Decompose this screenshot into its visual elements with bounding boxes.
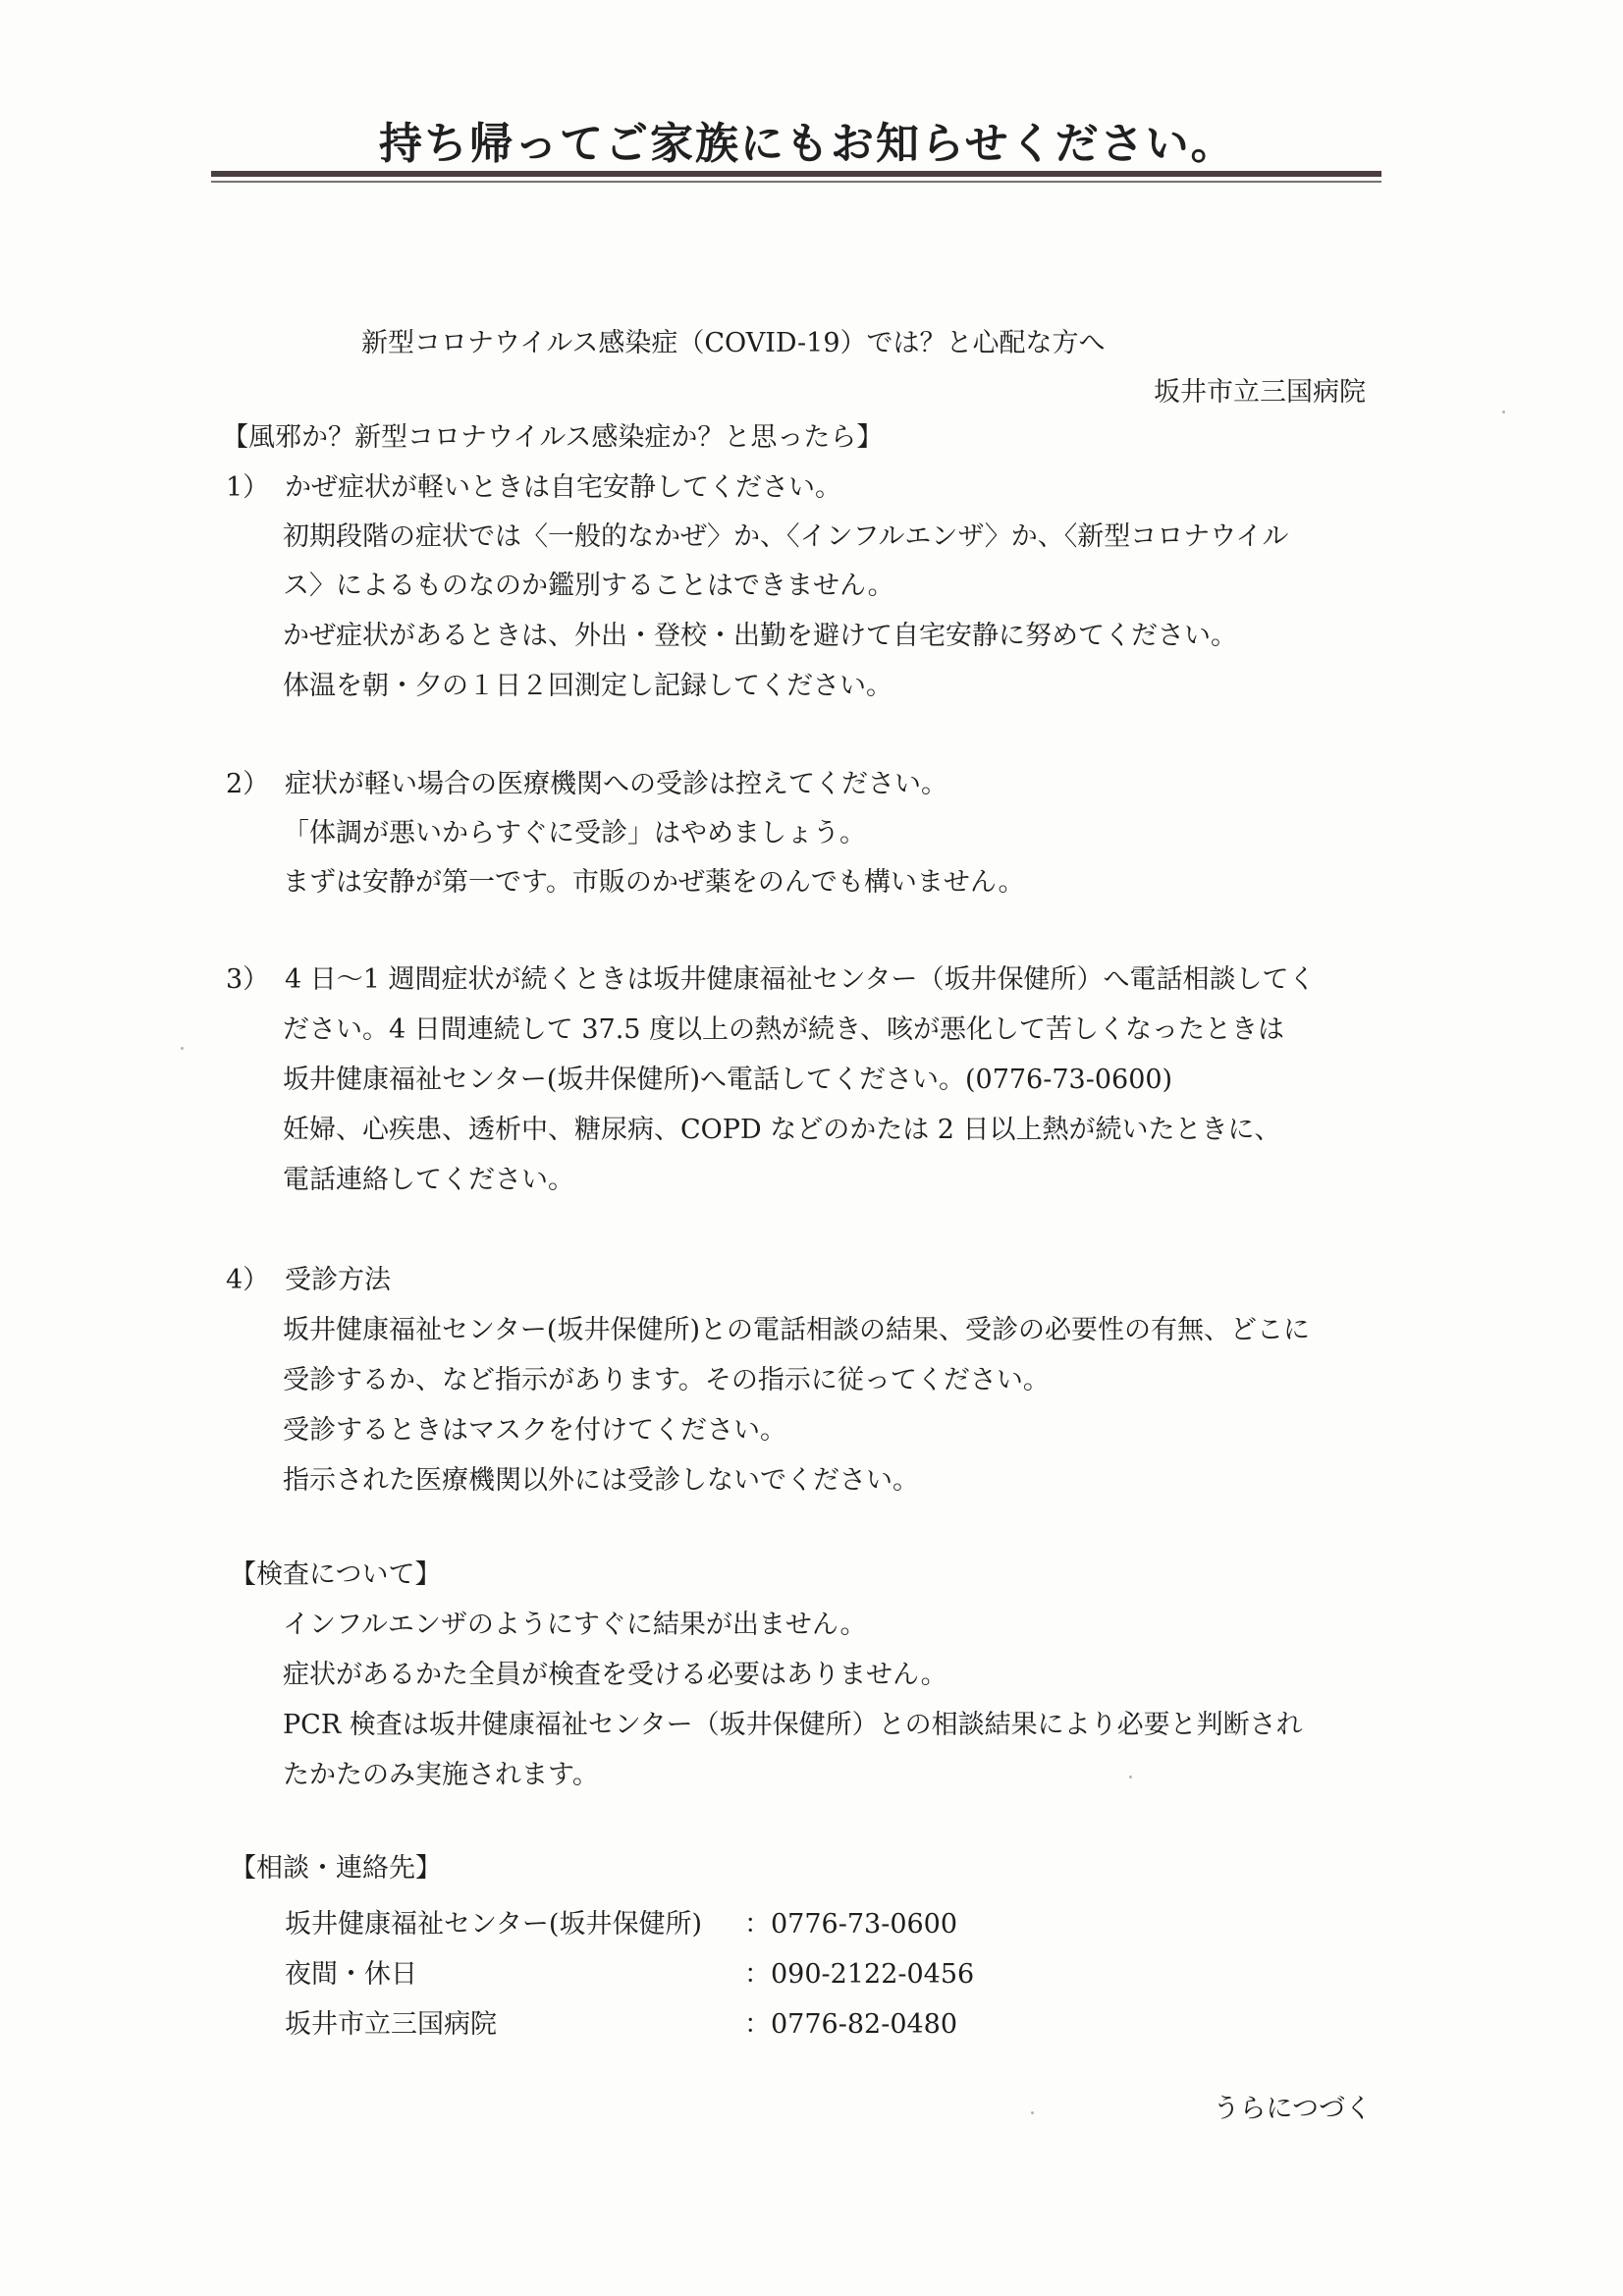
- section-3-line: ださい。4 日間連続して 37.5 度以上の熱が続き、咳が悪化して苦しくなったときは: [283, 1014, 1284, 1045]
- continued-note: うらにつづく: [1213, 2094, 1372, 2124]
- section-number: 3）: [226, 964, 270, 995]
- testing-line: PCR 検査は坂井健康福祉センター（坂井保健所）との相談結果により必要と判断され: [283, 1710, 1303, 1740]
- testing-line: 症状があるかた全員が検査を受ける必要はありません。: [283, 1660, 947, 1690]
- section-1-line: ス〉によるものなのか鑑別することはできません。: [283, 571, 894, 601]
- section-3-title: [226, 962, 1315, 998]
- contact-label: 夜間・休日: [285, 1959, 417, 1990]
- contact-row: [285, 1902, 958, 1941]
- section-number: 1）: [226, 472, 270, 503]
- testing-line: たかたのみ実施されます。: [283, 1760, 599, 1790]
- contact-phone: ：090-2122-0456: [744, 1959, 975, 1990]
- section-4-line: 受診するか、など指示があります。その指示に従ってください。: [283, 1365, 1050, 1395]
- scan-speck: [1031, 2111, 1034, 2114]
- section-1-line: 初期段階の症状では〈一般的なかぜ〉か、〈インフルエンザ〉か、〈新型コロナウイル: [283, 521, 1289, 552]
- contact-row: [285, 2002, 958, 2041]
- section-title-text: 受診方法: [285, 1265, 391, 1295]
- section-number: 2）: [226, 769, 270, 799]
- banner-underline-thin: [211, 181, 1381, 183]
- testing-heading: 【検査について】: [230, 1559, 442, 1590]
- testing-line: インフルエンザのようにすぐに結果が出ません。: [283, 1610, 867, 1640]
- section-1-title: [226, 470, 841, 506]
- section-2-line: まずは安静が第一です。市販のかぜ薬をのんでも構いません。: [283, 867, 1025, 898]
- section-title-text: 4 日～1 週間症状が続くときは坂井健康福祉センター（坂井保健所）へ電話相談してく: [285, 964, 1316, 995]
- section-3-line: 電話連絡してください。: [283, 1165, 574, 1195]
- section-1-line: 体温を朝・夕の１日２回測定し記録してください。: [283, 671, 893, 701]
- section-4-line: 坂井健康福祉センター(坂井保健所)との電話相談の結果、受診の必要性の有無、どこに: [283, 1315, 1310, 1345]
- scan-speck: [181, 1047, 184, 1050]
- scan-speck: [1502, 410, 1505, 413]
- section-2-line: 「体調が悪いからすぐに受診」はやめましょう。: [283, 818, 866, 848]
- contact-phone: ：0776-82-0480: [744, 2009, 958, 2040]
- section-3-line: 妊婦、心疾患、透析中、糖尿病、COPD などのかたは 2 日以上熱が続いたときに、: [283, 1115, 1281, 1145]
- banner-title: 持ち帰ってご家族にもお知らせください。: [379, 119, 1236, 169]
- section-2-title: [226, 767, 947, 802]
- contact-label: 坂井健康福祉センター(坂井保健所): [285, 1909, 702, 1940]
- banner-underline: [211, 171, 1381, 177]
- section-number: 4）: [226, 1265, 270, 1295]
- section-1-line: かぜ症状があるときは、外出・登校・出勤を避けて自宅安静に努めてください。: [283, 621, 1237, 651]
- issuer-name: 坂井市立三国病院: [1154, 377, 1366, 408]
- section-4-title: [226, 1263, 391, 1298]
- section-title-text: かぜ症状が軽いときは自宅安静してください。: [285, 472, 841, 503]
- contact-row: [285, 1952, 975, 1991]
- section-title-text: 症状が軽い場合の医療機関への受診は控えてください。: [285, 769, 947, 799]
- contacts-heading: 【相談・連絡先】: [230, 1853, 442, 1884]
- section-4-line: 受診するときはマスクを付けてください。: [283, 1415, 786, 1446]
- section-4-line: 指示された医療機関以外には受診しないでください。: [283, 1465, 919, 1496]
- scan-speck: [1129, 1776, 1132, 1778]
- intro-heading: 【風邪か？新型コロナウイルス感染症か？と思ったら】: [222, 422, 884, 453]
- contact-phone: ：0776-73-0600: [744, 1909, 958, 1940]
- section-3-line: 坂井健康福祉センター(坂井保健所)へ電話してください。(0776-73-0600): [283, 1065, 1173, 1095]
- contact-label: 坂井市立三国病院: [285, 2009, 497, 2040]
- document-subtitle: 新型コロナウイルス感染症（COVID-19）では？と心配な方へ: [361, 328, 1106, 358]
